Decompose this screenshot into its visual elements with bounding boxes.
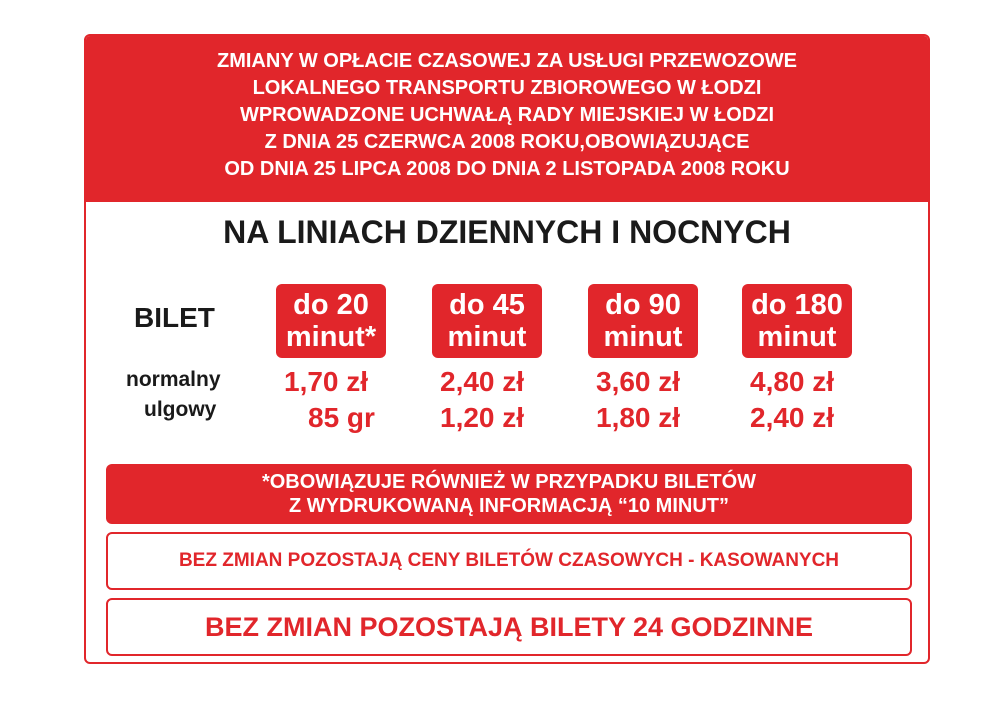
header-line: WPROWADZONE UCHWAŁĄ RADY MIEJSKIEJ W ŁODZI [239, 104, 775, 126]
duration-unit: minut [447, 321, 527, 353]
header-banner [86, 36, 928, 202]
normal-fare-label: normalny [126, 368, 221, 391]
page-subtitle: NA LINIACH DZIENNYCH I NOCNYCH [223, 214, 791, 250]
normal-price: 3,60 zł [596, 366, 681, 397]
duration-unit: minut* [285, 321, 377, 353]
reduced-price: 1,80 zł [596, 402, 681, 433]
footnote-line: Z WYDRUKOWANĄ INFORMACJĄ “10 MINUT” [289, 495, 729, 517]
duration-unit: minut [603, 321, 683, 353]
ticket-column-90 [588, 284, 698, 358]
normal-price: 4,80 zł [750, 366, 835, 397]
duration-value: do 45 [449, 289, 525, 321]
duration-box [432, 284, 542, 358]
header-line: OD DNIA 25 LIPCA 2008 DO DNIA 2 LISTOPADA 2008 ROKU [224, 158, 790, 180]
duration-value: do 20 [293, 289, 369, 321]
header-line: Z DNIA 25 CZERWCA 2008 ROKU,OBOWIĄZUJĄCE [264, 131, 750, 153]
footnote-line: *OBOWIĄZUJE RÓWNIEŻ W PRZYPADKU BILETÓW [261, 471, 757, 493]
reduced-fare-label: ulgowy [144, 398, 217, 421]
footnote-banner [106, 464, 912, 524]
header-line: LOKALNEGO TRANSPORTU ZBIOROWEGO W ŁODZI [252, 77, 762, 99]
duration-box [588, 284, 698, 358]
duration-unit: minut [757, 321, 837, 353]
unchanged-timed-tickets-notice: BEZ ZMIAN POZOSTAJĄ CENY BILETÓW CZASOWYCH - KASOWANYCH [106, 532, 912, 590]
reduced-price: 85 gr [308, 402, 375, 433]
duration-box [742, 284, 852, 358]
header-line: ZMIANY W OPŁACIE CZASOWEJ ZA USŁUGI PRZEWOZOWE [217, 50, 797, 72]
ticket-label: BILET [134, 302, 215, 333]
reduced-price: 2,40 zł [750, 402, 835, 433]
ticket-column-20 [276, 284, 386, 358]
ticket-column-45 [432, 284, 542, 358]
normal-price: 1,70 zł [284, 366, 369, 397]
duration-value: do 180 [751, 289, 843, 321]
normal-price: 2,40 zł [440, 366, 525, 397]
duration-box [276, 284, 386, 358]
duration-value: do 90 [605, 289, 681, 321]
reduced-price: 1,20 zł [440, 402, 525, 433]
fare-notice-poster [84, 34, 930, 664]
unchanged-24h-tickets-notice: BEZ ZMIAN POZOSTAJĄ BILETY 24 GODZINNE [106, 598, 912, 656]
ticket-column-180 [742, 284, 852, 358]
